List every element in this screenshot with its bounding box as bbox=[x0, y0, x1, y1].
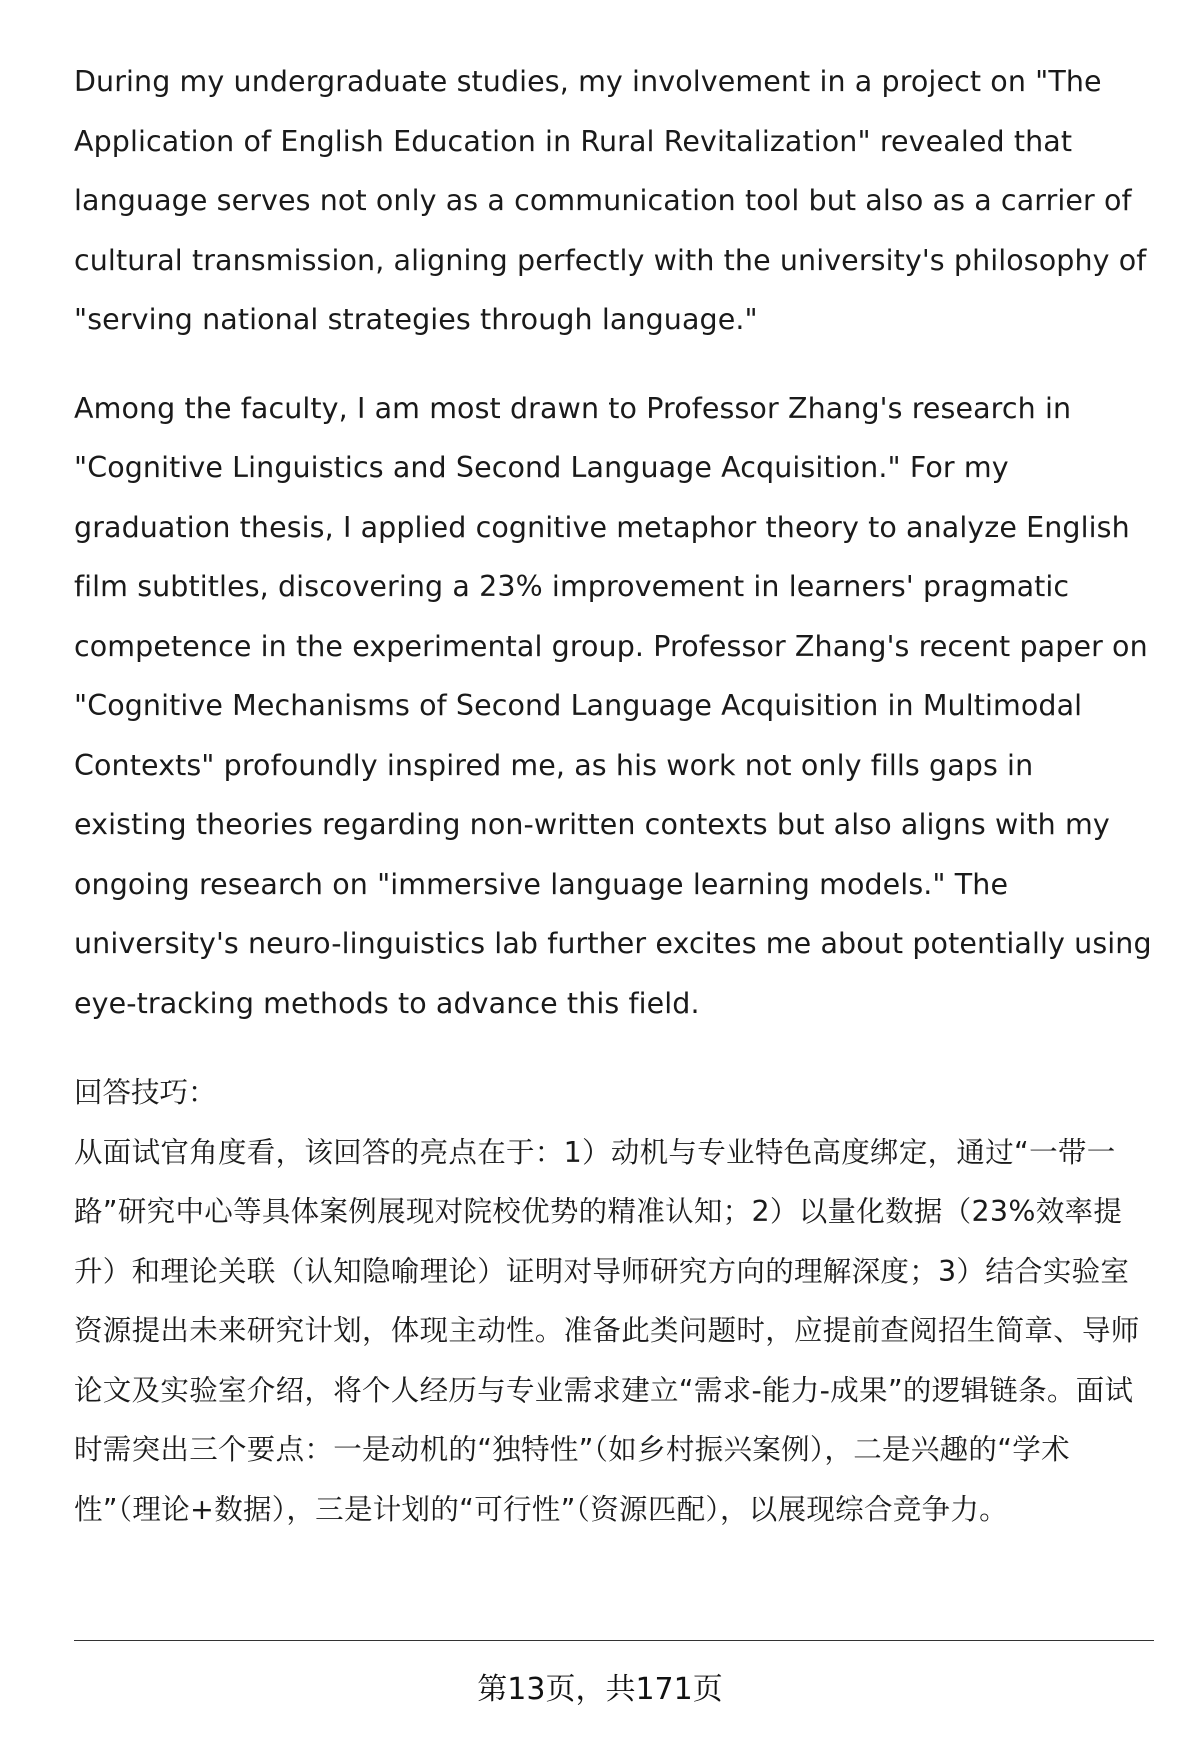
footer-divider bbox=[74, 1640, 1154, 1641]
body-paragraph-1: During my undergraduate studies, my involvement in a project on "The Application of English Education in Rural Revitalization" revealed that language serves not only as a communication tool but also as a carrier of cultural transmission, aligning perfectly with the university's philosophy of "serving national strategies through language." bbox=[74, 65, 1147, 336]
page-number-label: 第13页，共171页 bbox=[477, 1672, 723, 1707]
tips-body: 从面试官角度看，该回答的亮点在于：1）动机与专业特色高度绑定，通过“一带一路”研究中心等具体案例展现对院校优势的精准认知；2）以量化数据（23%效率提升）和理论关联（认知隐喻理论）证明对导师研究方向的理解深度；3）结合实验室资源提出未来研究计划，体现主动性。准备此类问题时，应提前查阅招生简章、导师论文及实验室介绍，将个人经历与专业需求建立“需求-能力-成果”的逻辑链条。面试时需突出三个要点：一是动机的“独特性”（如乡村振兴案例），二是兴趣的“学术性”（理论+数据），三是计划的“可行性”（资源匹配），以展现综合竞争力。 bbox=[74, 1135, 1140, 1526]
tips-heading: 回答技巧： bbox=[74, 1076, 217, 1109]
document-page bbox=[74, 52, 1154, 1539]
body-paragraph-2: Among the faculty, I am most drawn to Professor Zhang's research in "Cognitive Linguistics and Second Language Acquisition." For my graduation thesis, I applied cognitive metaphor theory to analyze English film subtitles, discovering a 23% improvement in learners' pragmatic competence in the experimental group. Professor Zhang's recent paper on "Cognitive Mechanisms of Second Language Acquisition in Multimodal Contexts" profoundly inspired me, as his work not only fills gaps in existing theories regarding non-written contexts but also aligns with my ongoing research on "immersive language learning models." The university's neuro-linguistics lab further excites me about potentially using eye-tracking methods to advance this field. bbox=[74, 391, 1152, 1020]
